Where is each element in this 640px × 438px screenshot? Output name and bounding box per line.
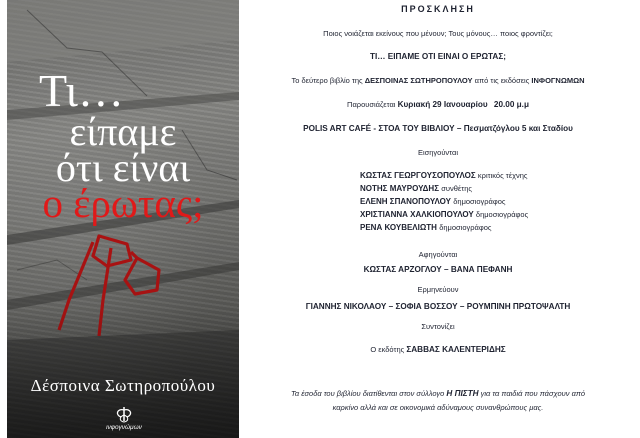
performers-label: Ερμηνεύουν xyxy=(417,285,459,294)
presentation-date: Κυριακή 29 Ιανουαρίου xyxy=(397,100,488,109)
speaker-name: ΡΕΝΑ ΚΟΥΒΕΛΙΩΤΗ xyxy=(360,223,437,232)
footer-prefix: Τα έσοδα του βιβλίου διατίθενται στον σύλλογο xyxy=(290,389,445,398)
footer-org: Η ΠΙΣΤΗ xyxy=(446,389,479,398)
cover-title-line-2: είπαμε xyxy=(69,109,177,154)
coordinator-label: Συντονίζει xyxy=(421,322,455,331)
performers: ΓΙΑΝΝΗΣ ΝΙΚΟΛΑΟΥ – ΣΟΦΙΑ ΒΟΣΣΟΥ – ΡΟΥΜΠΙΝΗ ΠΡΩΤΟΨΑΛΤΗ xyxy=(305,302,571,311)
speaker-role: δημοσιογράφος xyxy=(475,210,529,219)
invitation-heading: ΠΡΟΣΚΛΗΣΗ xyxy=(401,4,475,14)
speaker-name: ΝΟΤΗΣ ΜΑΥΡΟΥΔΗΣ xyxy=(360,184,440,193)
cover-title-line-4: ο έρωτας; xyxy=(42,180,204,226)
speaker-row xyxy=(360,184,472,193)
cover-title-line-1: Τι… xyxy=(39,65,124,116)
speaker-name: ΧΡΙΣΤΙΑΝΝΑ ΧΑΛΚΙΟΠΟΥΛΟΥ xyxy=(360,210,474,219)
publisher-logo xyxy=(99,405,149,435)
speaker-row xyxy=(360,171,528,180)
publisher-logo-icon xyxy=(99,405,149,425)
narrators-label: Αφηγούνται xyxy=(418,250,458,259)
cover-author: Δέσποινα Σωτηροπούλου xyxy=(30,376,216,395)
narrators: ΚΩΣΤΑΣ ΑΡΖΟΓΛΟΥ – ΒΑΝΑ ΠΕΦΑΝΗ xyxy=(363,265,513,274)
speaker-name: ΚΩΣΤΑΣ ΓΕΩΡΓΟΥΣΟΠΟΥΛΟΣ xyxy=(360,171,476,180)
intro-publisher: ΙΝΦΟΓΝΩΜΩΝ xyxy=(531,76,585,85)
intro-prefix: Το δεύτερο βιβλίο της xyxy=(291,76,363,85)
publisher-logo-text: ινφογνώμων xyxy=(106,424,142,431)
speaker-role: δημοσιογράφος xyxy=(439,223,492,232)
venue: POLIS ART CAFÉ - ΣΤΟΑ ΤΟΥ ΒΙΒΛΙΟΥ – Πεσματζόγλου 5 και Σταδίου xyxy=(303,124,573,133)
presentation-prefix: Παρουσιάζεται xyxy=(347,100,396,109)
tagline: Ποιος νοιάζεται εκείνους που μένουν; Τους μόνους… ποιος φροντίζει; xyxy=(323,29,553,38)
coordinator-name: ΣΑΒΒΑΣ ΚΑΛΕΝΤΕΡΙΔΗΣ xyxy=(406,345,506,354)
speaker-name: ΕΛΕΝΗ ΣΠΑΝΟΠΟΥΛΟΥ xyxy=(360,197,451,206)
speaker-row xyxy=(360,210,528,219)
speaker-row xyxy=(360,223,492,232)
book-cover xyxy=(7,0,239,438)
invitation xyxy=(248,0,628,438)
footer-suffix: για τα παιδιά που πάσχουν από xyxy=(480,389,586,398)
coordinator-prefix: Ο εκδότης xyxy=(370,345,405,354)
intro-author: ΔΕΣΠΟΙΝΑΣ ΣΩΤΗΡΟΠΟΥΛΟΥ xyxy=(364,76,473,85)
presentation-line xyxy=(248,100,628,109)
speaker-row xyxy=(360,197,506,206)
speaker-role: δημοσιογράφος xyxy=(453,197,506,206)
footer-line-2: καρκίνο αλλά και σε οικονομικά αδύναμους συνανθρώπους μας. xyxy=(332,403,544,412)
speaker-role: συνθέτης xyxy=(441,184,472,193)
presentation-time: 20.00 μ.μ xyxy=(493,100,529,109)
intro-middle: από τις εκδόσεις xyxy=(474,76,530,85)
book-title: ΤΙ… ΕΙΠΑΜΕ ΟΤΙ ΕΙΝΑΙ Ο ΕΡΩΤΑΣ; xyxy=(370,52,506,61)
speaker-role: κριτικός τέχνης xyxy=(477,171,528,180)
speakers-label: Εισηγούνται xyxy=(417,148,459,157)
cover-title-line-3: ότι είναι xyxy=(55,145,191,190)
intro-line xyxy=(248,76,628,85)
